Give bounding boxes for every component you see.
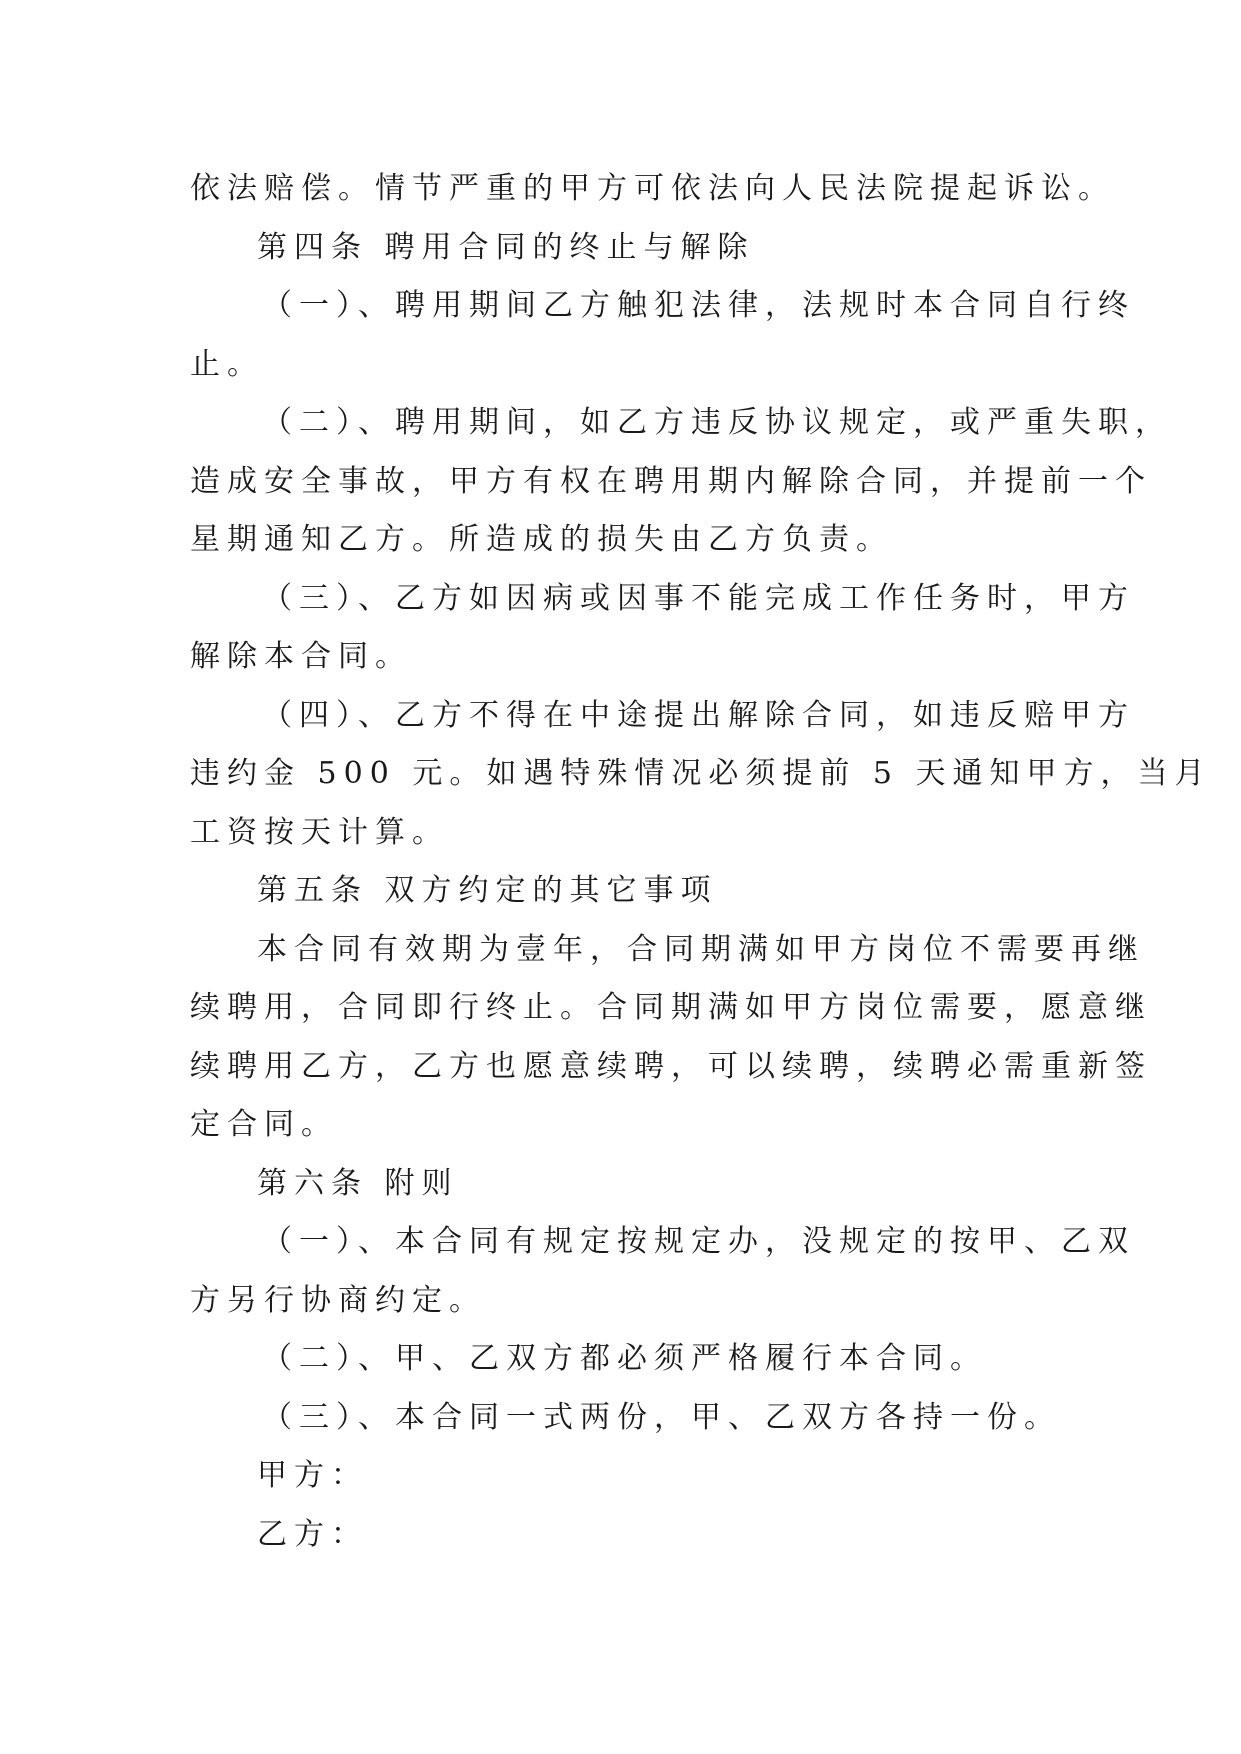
text-line: 续聘用，合同即行终止。合同期满如甲方岗位需要，愿意继	[190, 990, 1152, 1025]
text-line: （四）、乙方不得在中途提出解除合同，如违反赔甲方	[262, 697, 1135, 733]
text-line: （一）、本合同有规定按规定办，没规定的按甲、乙双	[262, 1224, 1135, 1259]
section-heading-6: 第六条 附则	[257, 1165, 459, 1201]
party-b-signature-label: 乙方：	[257, 1516, 368, 1552]
text-line: 续聘用乙方，乙方也愿意续聘，可以续聘，续聘必需重新签	[190, 1048, 1152, 1084]
text-line: （二）、甲、乙双方都必须严格履行本合同。	[262, 1341, 987, 1376]
section-heading-4: 第四条 聘用合同的终止与解除	[257, 229, 755, 265]
text-line: （一）、聘用期间乙方触犯法律，法规时本合同自行终	[262, 288, 1135, 323]
text-line: 定合同。	[190, 1107, 338, 1142]
text-line: 工资按天计算。	[190, 814, 449, 850]
text-line: 止。	[190, 346, 264, 382]
party-a-signature-label: 甲方：	[257, 1458, 368, 1493]
text-line: 星期通知乙方。所造成的损失由乙方负责。	[190, 522, 893, 557]
text-line: 本合同有效期为壹年，合同期满如甲方岗位不需要再继	[257, 931, 1145, 967]
text-line: 依法赔偿。情节严重的甲方可依法向人民法院提起诉讼。	[190, 171, 1115, 206]
text-line: 违约金 500 元。如遇特殊情况必须提前 5 天通知甲方，当月	[190, 756, 1212, 791]
text-line: （二）、聘用期间，如乙方违反协议规定，或严重失职，	[262, 405, 1172, 440]
text-line: （三）、乙方如因病或因事不能完成工作任务时，甲方	[262, 580, 1135, 616]
text-line: 解除本合同。	[190, 639, 412, 674]
text-line: 造成安全事故，甲方有权在聘用期内解除合同，并提前一个	[190, 463, 1152, 499]
text-line: （三）、本合同一式两份，甲、乙双方各持一份。	[262, 1399, 1061, 1435]
section-heading-5: 第五条 双方约定的其它事项	[257, 873, 718, 908]
contract-body	[190, 160, 1212, 1564]
text-line: 方另行协商约定。	[190, 1282, 486, 1318]
